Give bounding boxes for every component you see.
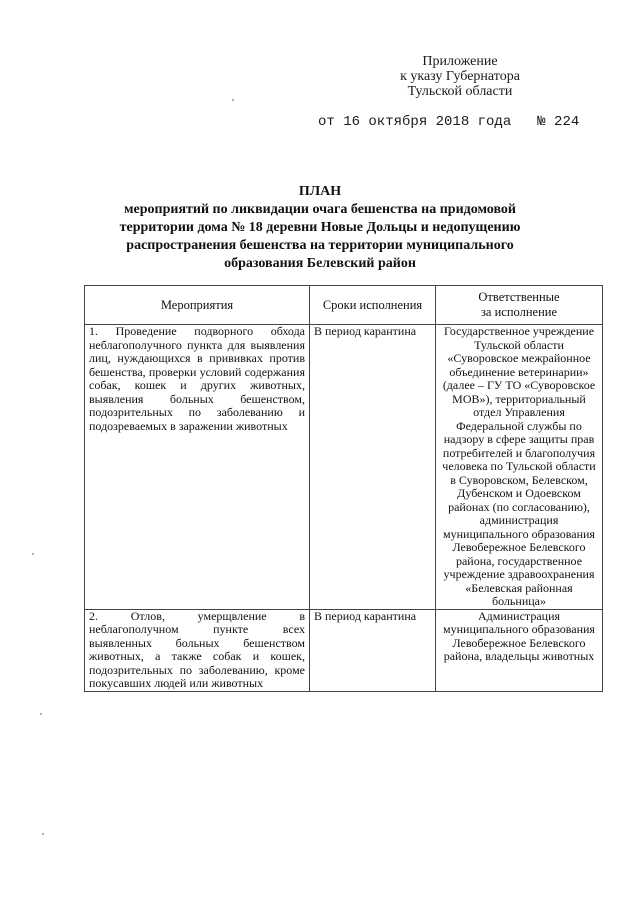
scan-speck: [42, 833, 44, 835]
column-header-responsible: Ответственные за исполнение: [436, 286, 603, 325]
decree-date: от 16 октября 2018 года: [318, 114, 512, 130]
activity-cell: 2. Отлов, умерщвление в неблагополучном пункте всех выявленных больных бешенством животных, а также собак и кошек, подозрительных по заболеванию, кроме покусавших людей или животных: [85, 609, 310, 691]
decree-date-line: [318, 114, 579, 130]
title-line: распространения бешенства на территории муниципального: [126, 238, 514, 253]
table-row: [85, 609, 603, 691]
appendix-line: Приложение: [422, 54, 498, 69]
column-header-deadlines: Сроки исполнения: [310, 286, 436, 325]
appendix-line: к указу Губернатора: [400, 69, 520, 84]
period-cell: В период карантина: [310, 325, 436, 610]
responsible-cell: Администрация муниципального образования Левобережное Белевского района, владельцы животных: [436, 609, 603, 691]
scan-speck: [40, 713, 42, 715]
responsible-cell: Государственное учреждение Тульской области «Суворовское межрайонное объединение ветеринарии» (далее – ГУ ТО «Суворовское МОВ»), территориальный отдел Управления Федеральной службы по надзору в сфере защиты прав потребителей и благополучия человека по Тульской области в Суворовском, Белевском, Дубенском и Одоевском районах (по согласованию), администрация муниципального образования Левобережное Белевского района, государственное учреждение здравоохранения «Белевская районная больница»: [436, 325, 603, 610]
table-header-row: [85, 286, 603, 325]
plan-table: [84, 285, 603, 692]
activity-cell: 1. Проведение подворного обхода неблагополучного пункта для выявления лиц, нуждающихся в прививках против бешенства, проверки условий содержания собак, кошек и других животных, выявления больных бешенством, подозрительных по заболеванию и подозреваемых в заражении животных: [85, 325, 310, 610]
title-line: образования Белевский район: [224, 256, 416, 271]
decree-number: № 224: [537, 114, 580, 130]
column-header-activities: Мероприятия: [85, 286, 310, 325]
appendix-line: Тульской области: [407, 84, 513, 99]
table-row: [85, 325, 603, 610]
scan-speck: [32, 553, 34, 555]
period-cell: В период карантина: [310, 609, 436, 691]
title-line: территории дома № 18 деревни Новые Дольцы и недопущению: [119, 220, 521, 235]
title-line: мероприятий по ликвидации очага бешенства на придомовой: [123, 202, 516, 217]
scan-speck: [232, 99, 234, 101]
plan-title: [60, 183, 580, 273]
appendix-block: [380, 54, 540, 99]
title-heading: ПЛАН: [298, 184, 342, 199]
